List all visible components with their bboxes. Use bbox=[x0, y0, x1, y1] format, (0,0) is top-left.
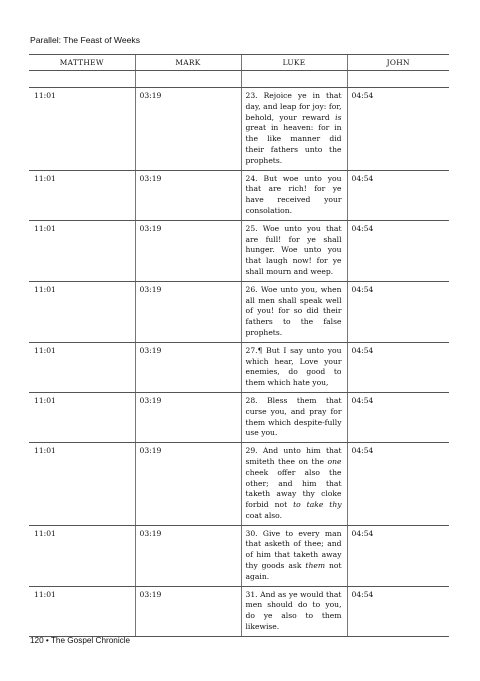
page-title: Parallel: The Feast of Weeks bbox=[30, 35, 141, 45]
john-reference: 04:54 bbox=[347, 170, 449, 220]
column-header-matthew: MATTHEW bbox=[29, 55, 135, 71]
luke-verse-segment: not again. bbox=[245, 561, 342, 581]
matthew-reference: 11:01 bbox=[29, 342, 135, 392]
luke-verse-text bbox=[241, 88, 347, 171]
column-header-luke: LUKE bbox=[241, 55, 347, 71]
table-row bbox=[29, 443, 449, 526]
john-reference: 04:54 bbox=[347, 586, 449, 636]
table-row bbox=[29, 220, 449, 281]
luke-verse-text bbox=[241, 392, 347, 442]
john-reference: 04:54 bbox=[347, 525, 449, 586]
mark-reference: 03:19 bbox=[135, 281, 241, 342]
luke-verse-segment: 29. And unto him that smiteth thee on the bbox=[245, 446, 342, 466]
luke-verse-italic: one bbox=[327, 456, 342, 466]
table-spacer-row bbox=[29, 71, 449, 88]
matthew-reference: 11:01 bbox=[29, 392, 135, 442]
matthew-reference: 11:01 bbox=[29, 525, 135, 586]
mark-reference: 03:19 bbox=[135, 525, 241, 586]
mark-reference: 03:19 bbox=[135, 170, 241, 220]
luke-verse-italic: to take thy bbox=[293, 500, 342, 510]
matthew-reference: 11:01 bbox=[29, 281, 135, 342]
luke-verse-segment: 26. Woe unto you, when all men shall speak well of you! for so did their fathers to the false prophets. bbox=[245, 284, 342, 337]
mark-reference: 03:19 bbox=[135, 220, 241, 281]
luke-verse-segment: 24. But woe unto you that are rich! for ye have received your consolation. bbox=[245, 173, 342, 215]
luke-verse-text bbox=[241, 170, 347, 220]
table-row bbox=[29, 392, 449, 442]
john-reference: 04:54 bbox=[347, 88, 449, 171]
matthew-reference: 11:01 bbox=[29, 88, 135, 171]
luke-verse-text bbox=[241, 443, 347, 526]
mark-reference: 03:19 bbox=[135, 392, 241, 442]
luke-verse-segment: 25. Woe unto you that are full! for ye shall hunger. Woe unto you that laugh now! for ye shall mourn and weep. bbox=[245, 223, 342, 276]
column-header-mark: MARK bbox=[135, 55, 241, 71]
luke-verse-segment: 31. And as ye would that men should do to you, do ye also to them likewise. bbox=[245, 589, 342, 632]
john-reference: 04:54 bbox=[347, 443, 449, 526]
luke-verse-text bbox=[241, 586, 347, 636]
luke-verse-text bbox=[241, 281, 347, 342]
mark-reference: 03:19 bbox=[135, 443, 241, 526]
luke-verse-text bbox=[241, 342, 347, 392]
matthew-reference: 11:01 bbox=[29, 443, 135, 526]
table-row bbox=[29, 170, 449, 220]
luke-verse-text bbox=[241, 220, 347, 281]
mark-reference: 03:19 bbox=[135, 586, 241, 636]
john-reference: 04:54 bbox=[347, 392, 449, 442]
luke-verse-segment: 28. Bless them that curse you, and pray for them which despite-fully use you. bbox=[245, 395, 342, 438]
luke-verse-italic: is bbox=[335, 112, 342, 122]
table-body bbox=[29, 71, 449, 637]
table-header-row bbox=[29, 55, 449, 71]
matthew-reference: 11:01 bbox=[29, 220, 135, 281]
john-reference: 04:54 bbox=[347, 342, 449, 392]
luke-verse-segment: cheek offer also the other; and him that taketh away thy cloke forbid not bbox=[245, 467, 342, 510]
table-row bbox=[29, 88, 449, 171]
luke-verse-segment: 23. Rejoice ye in that day, and leap for joy: for, behold, your reward bbox=[245, 91, 342, 122]
luke-verse-italic: them bbox=[305, 561, 326, 571]
table-row bbox=[29, 586, 449, 636]
luke-verse-segment: 27.¶ But I say unto you which hear, Love your enemies, do good to them which hate you, bbox=[245, 345, 342, 388]
mark-reference: 03:19 bbox=[135, 342, 241, 392]
john-reference: 04:54 bbox=[347, 281, 449, 342]
mark-reference: 03:19 bbox=[135, 88, 241, 171]
john-reference: 04:54 bbox=[347, 220, 449, 281]
column-header-john: JOHN bbox=[347, 55, 449, 71]
luke-verse-text bbox=[241, 525, 347, 586]
table-row bbox=[29, 525, 449, 586]
luke-verse-segment: great in heaven: for in the like manner did their fathers unto the prophets. bbox=[245, 123, 342, 165]
luke-verse-segment: coat also. bbox=[245, 510, 283, 520]
table-row bbox=[29, 342, 449, 392]
matthew-reference: 11:01 bbox=[29, 586, 135, 636]
matthew-reference: 11:01 bbox=[29, 170, 135, 220]
parallel-table bbox=[29, 54, 449, 637]
table-row bbox=[29, 281, 449, 342]
luke-verse-segment: 30. Give to every man that asketh of thee; and of him that taketh away thy goods ask bbox=[245, 528, 342, 571]
page-footer: 120 • The Gospel Chronicle bbox=[30, 636, 131, 645]
